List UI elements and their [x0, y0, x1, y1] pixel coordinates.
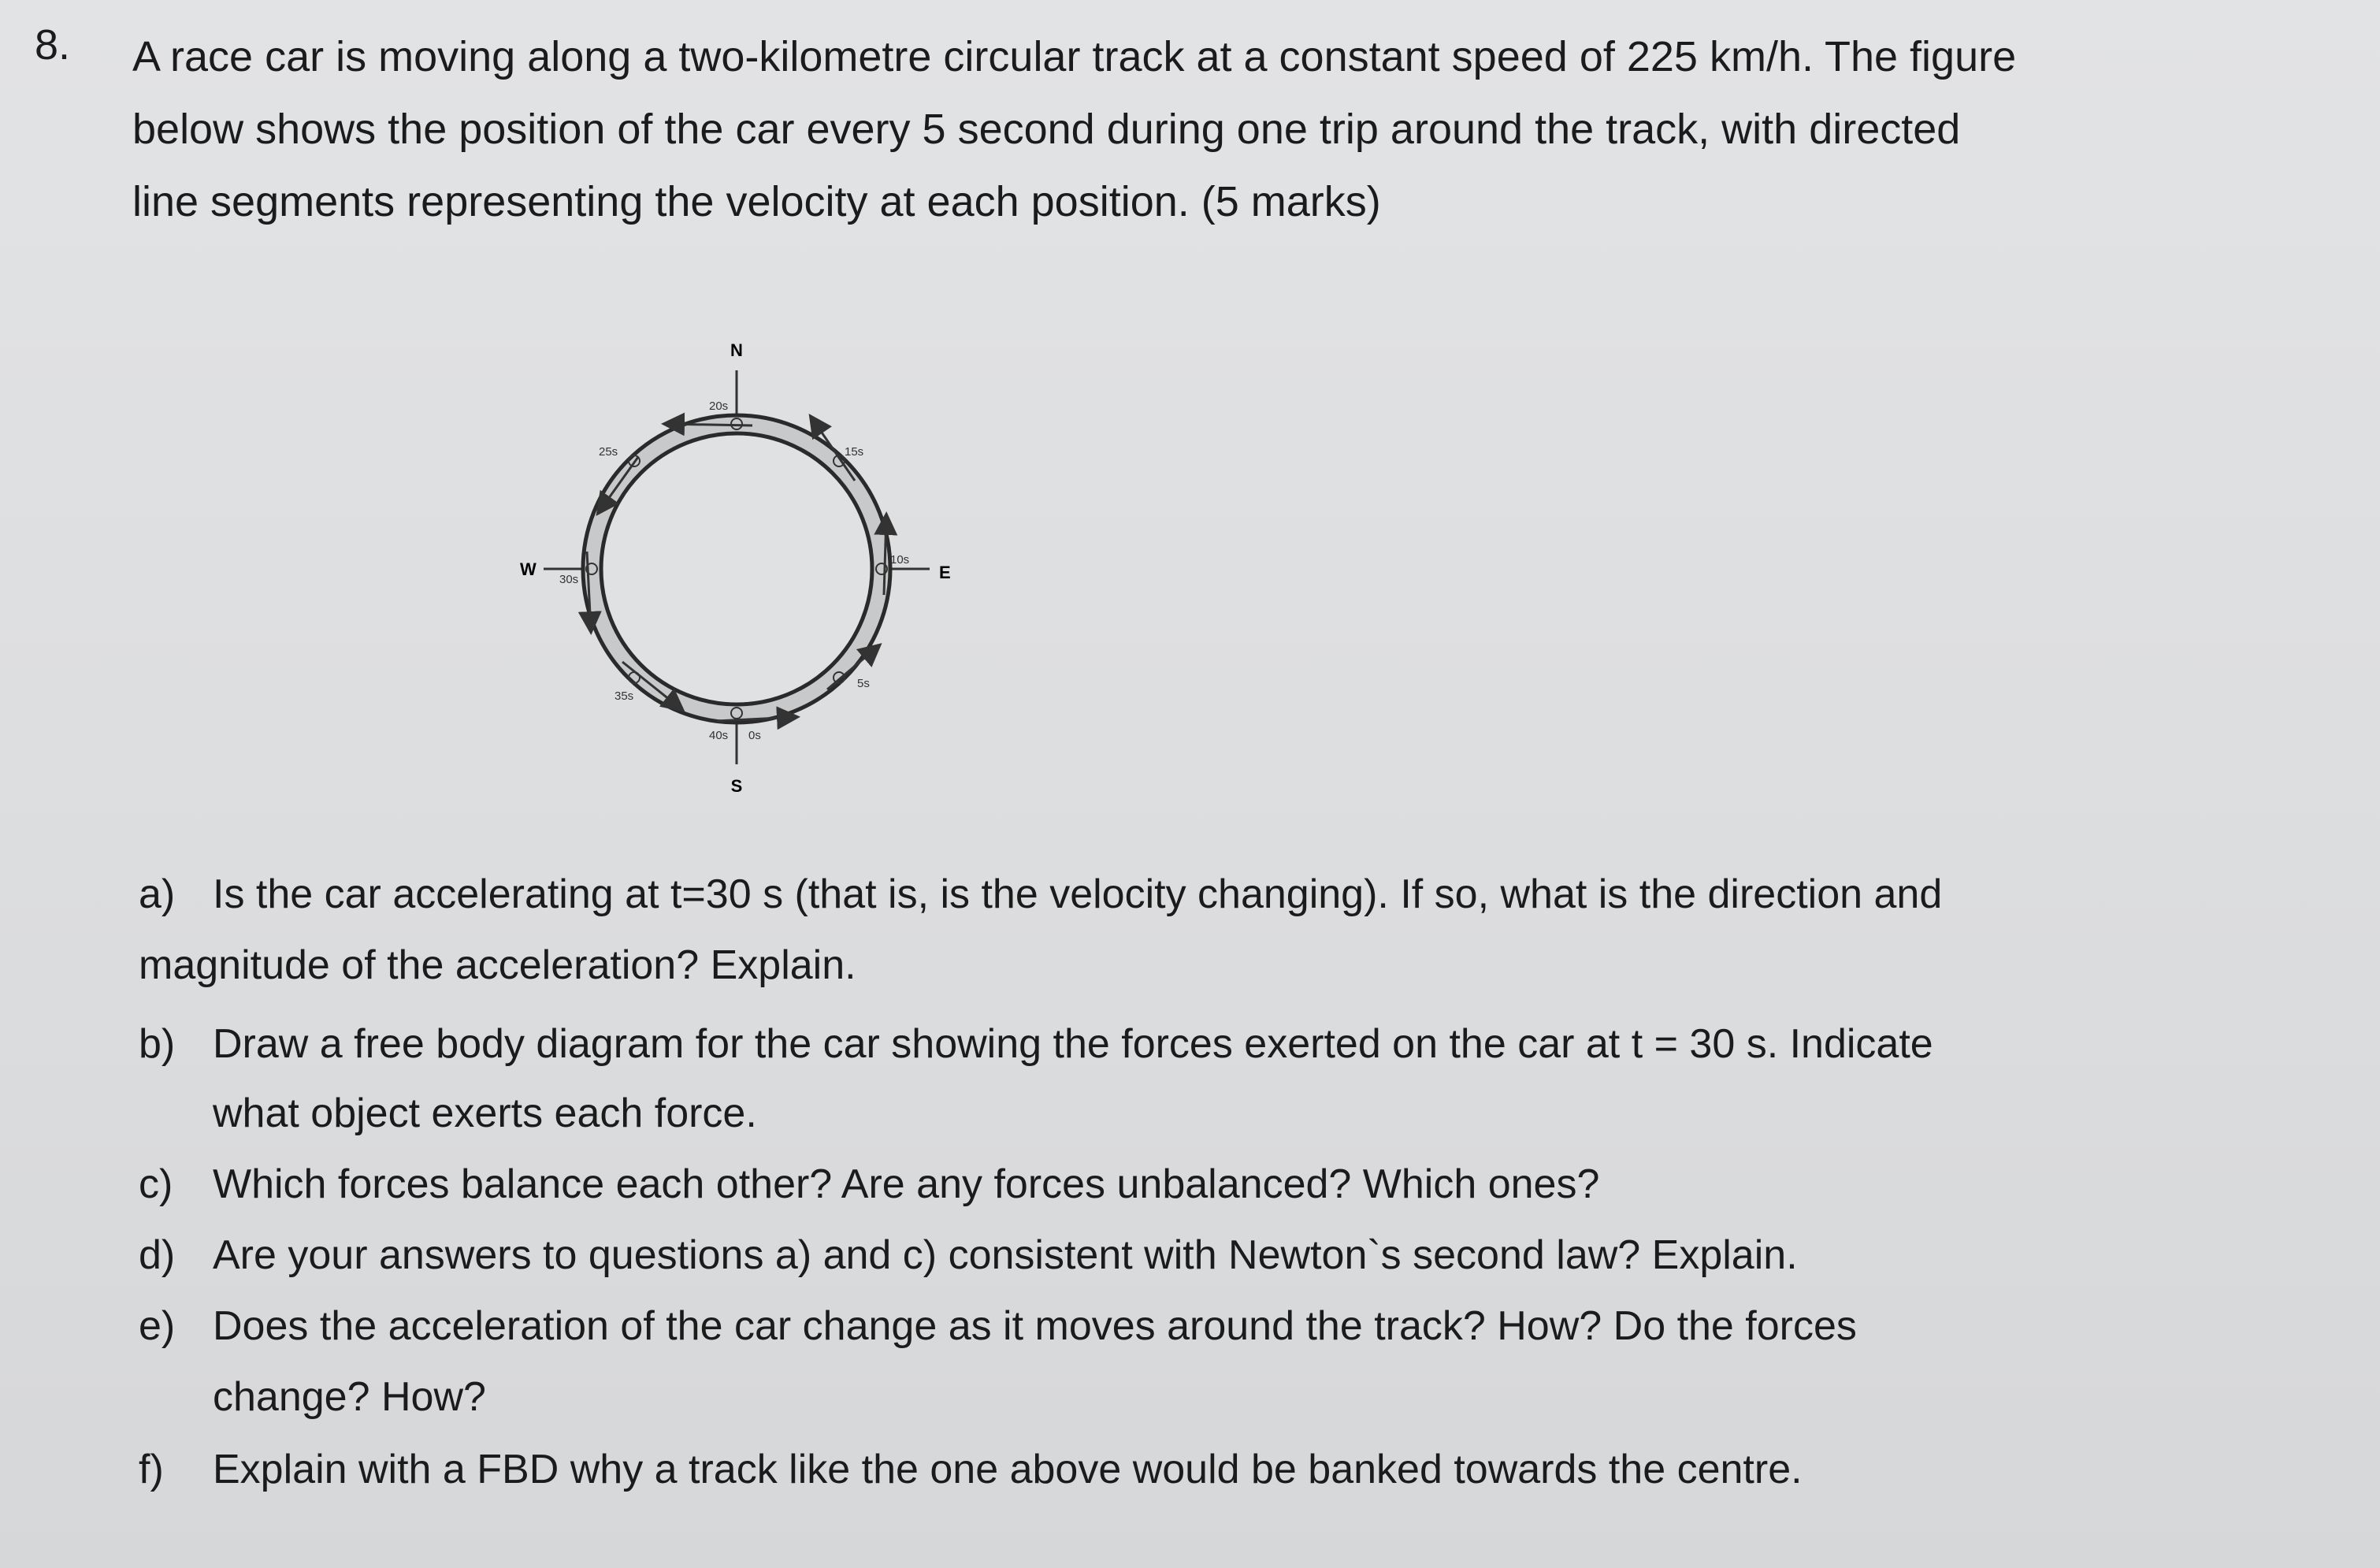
time-label: 35s	[614, 689, 634, 703]
time-label: 30s	[559, 573, 579, 586]
subquestion-label: c)	[139, 1161, 173, 1207]
subquestion-a-continuation: magnitude of the acceleration? Explain.	[139, 942, 856, 988]
subquestion-b	[139, 1020, 2266, 1068]
subquestion-text: Which forces balance each other? Are any forces unbalanced? Which ones?	[213, 1161, 1600, 1207]
subquestion-c	[139, 1161, 2266, 1208]
subquestion-f	[139, 1446, 2266, 1493]
intro-line: A race car is moving along a two-kilometre circular track at a constant speed of 225 km/h. The figure	[132, 33, 2017, 80]
intro-line: line segments representing the velocity at each position. (5 marks)	[132, 178, 1381, 225]
subquestion-label: d)	[139, 1232, 176, 1278]
compass-north-label: N	[730, 340, 743, 360]
time-label: 40s	[709, 729, 729, 742]
compass-west-label: W	[520, 559, 537, 579]
subquestion-d	[139, 1232, 2266, 1279]
subquestion-text: Does the acceleration of the car change as it moves around the track? How? Do the forces	[213, 1303, 1857, 1349]
question-intro	[132, 20, 2259, 238]
time-label: 25s	[599, 445, 618, 459]
track-inner-edge	[601, 433, 872, 704]
compass-east-label: E	[939, 563, 951, 582]
subquestion-text: Explain with a FBD why a track like the one above would be banked towards the centre.	[213, 1447, 1803, 1492]
subquestion-b-continuation: what object exerts each force.	[213, 1091, 757, 1136]
time-label: 0s	[748, 729, 761, 742]
subquestion-a	[139, 871, 2266, 918]
subquestion-e-continuation: change? How?	[213, 1374, 486, 1420]
subquestion-text: Are your answers to questions a) and c) consistent with Newton`s second law? Explain.	[213, 1232, 1798, 1278]
subquestion-label: a)	[139, 871, 176, 917]
compass-south-label: S	[730, 776, 743, 796]
time-label: 5s	[857, 677, 870, 690]
subquestion-label: e)	[139, 1303, 176, 1349]
question-number: 8.	[35, 21, 71, 69]
time-label: 15s	[845, 445, 864, 459]
subquestion-text: Draw a free body diagram for the car showing the forces exerted on the car at t = 30 s. Indicate	[213, 1021, 1933, 1067]
subquestion-e	[139, 1302, 2266, 1350]
subquestion-label: b)	[139, 1021, 176, 1067]
subquestion-text: Is the car accelerating at t=30 s (that is, is the velocity changing). If so, what is the direction and	[213, 871, 1943, 917]
circular-track-diagram	[481, 323, 985, 812]
subquestion-label: f)	[139, 1447, 164, 1492]
velocity-arrow	[666, 424, 752, 425]
intro-line: below shows the position of the car every 5 second during one trip around the track, with directed	[132, 106, 1961, 153]
time-label: 10s	[890, 553, 910, 567]
time-label: 20s	[709, 399, 729, 413]
